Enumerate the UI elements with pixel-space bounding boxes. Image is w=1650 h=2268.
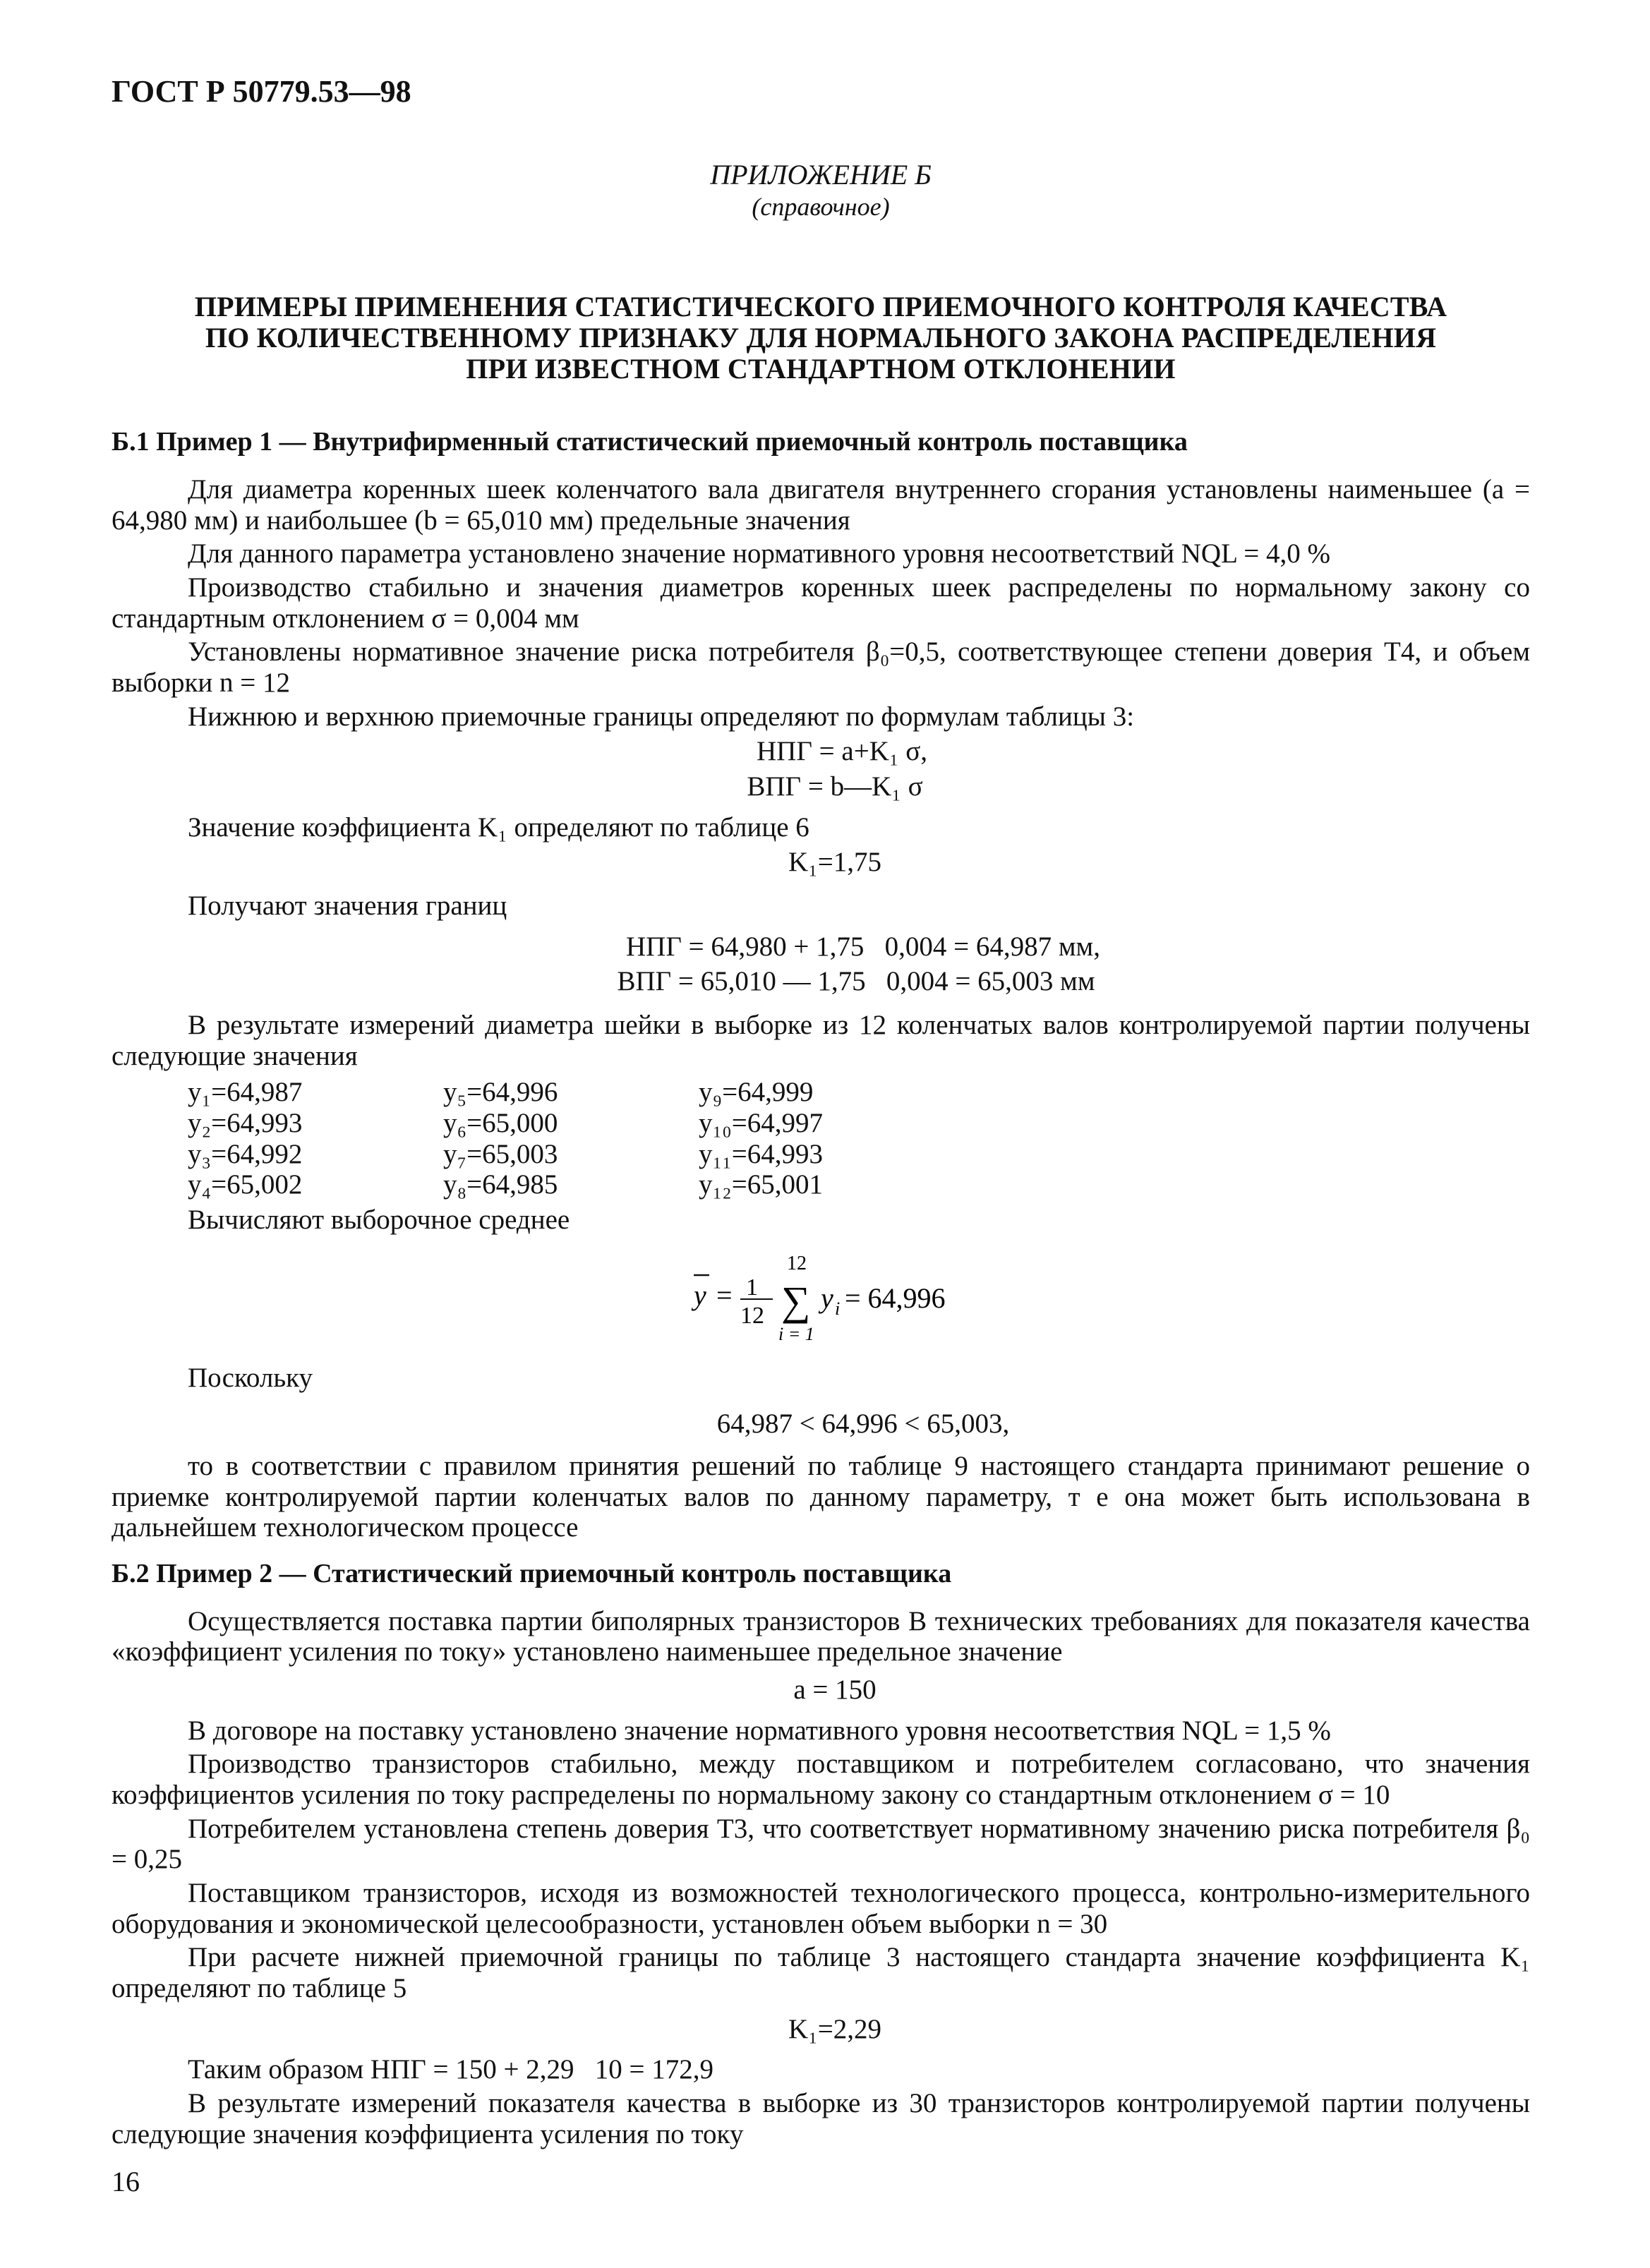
- main-title-line-3: ПРИ ИЗВЕСТНОМ СТАНДАРТНОМ ОТКЛОНЕНИИ: [466, 353, 1176, 385]
- main-title-line-1: ПРИМЕРЫ ПРИМЕНЕНИЯ СТАТИСТИЧЕСКОГО ПРИЕМОЧНОГО КОНТРОЛЯ КАЧЕСТВА: [194, 291, 1447, 323]
- s2-paragraph-3: Производство транзисторов стабильно, между поставщиком и потребителем согласовано, что значения коэффициентов усиления по току распределены по нормальному закону со стандартным отклонением σ = 10: [112, 1749, 1530, 1810]
- section-2-title: Б.2 Пример 2 — Статистический приемочный контроль поставщика: [112, 1559, 952, 1589]
- mean-formula-svg: [673, 1248, 969, 1347]
- sum-upper-limit: 12: [787, 1252, 807, 1274]
- s2-paragraph-1: Осуществляется поставка партии биполярных транзисторов В технических требованиях для показателя качества «коэффициент усиления по току» установлено наименьшее предельное значение: [112, 1605, 1530, 1667]
- s1-paragraph-6: Значение коэффициента K₁ определяют по таблице 6: [188, 812, 809, 843]
- section-1-title: Б.1 Пример 1 — Внутрифирменный статистический приемочный контроль поставщика: [112, 427, 1188, 457]
- sum-term-sub: i: [835, 1298, 841, 1319]
- page-number: 16: [112, 2166, 140, 2197]
- s1-paragraph-3: Производство стабильно и значения диаметров коренных шеек распределены по нормальному закону со стандартным отклонением σ = 0,004 мм: [112, 572, 1530, 634]
- formula-lower-value: НПГ = 64,980 + 1,75 0,004 = 64,987 мм,: [626, 931, 1100, 962]
- appendix-heading: [112, 159, 1530, 221]
- s1-paragraph-2: Для данного параметра установлено значение нормативного уровня несоответствий NQL = 4,0 %: [188, 538, 1330, 569]
- s2-paragraph-8: В результате измерений показателя качества в выборке из 30 транзисторов контролируемой партии получены следующие значения коэффициента усиления по току: [112, 2088, 1530, 2149]
- value-item: y₁₁=64,993: [699, 1138, 823, 1169]
- mean-fraction-num: 1: [746, 1274, 758, 1301]
- value-item: y₇=65,003: [443, 1138, 558, 1169]
- s1-paragraph-8: В результате измерений диаметра шейки в выборке из 12 коленчатых валов контролируемой партии получены следующие значения: [112, 1010, 1530, 1071]
- sum-sign: ∑: [781, 1277, 811, 1324]
- value-item: y₈=64,985: [443, 1169, 558, 1200]
- s1-paragraph-10: Поскольку: [188, 1362, 313, 1393]
- value-item: y₄=65,002: [188, 1169, 303, 1200]
- mean-equals: =: [716, 1279, 733, 1311]
- value-item: y₅=64,996: [443, 1077, 558, 1108]
- value-item: y₉=64,999: [699, 1077, 814, 1108]
- sum-lower-limit: i = 1: [778, 1323, 814, 1344]
- inequality: 64,987 < 64,996 < 65,003,: [716, 1409, 1010, 1440]
- formula-k1: K₁=1,75: [788, 847, 881, 878]
- s2-paragraph-2: В договоре на поставку установлено значение нормативного уровня несоответствия NQL = 1,5 %: [188, 1715, 1331, 1746]
- document-page: [112, 74, 1530, 2149]
- formula-upper-value: ВПГ = 65,010 — 1,75 0,004 = 65,003 мм: [617, 966, 1095, 997]
- value-item: y₆=65,000: [443, 1108, 558, 1139]
- s1-paragraph-4: Установлены нормативное значение риска потребителя β₀=0,5, соответствующее степени доверия Т4, и объем выборки n = 12: [112, 637, 1530, 698]
- mean-formula: [112, 1248, 1530, 1347]
- main-title-line-2: ПО КОЛИЧЕСТВЕННОМУ ПРИЗНАКУ ДЛЯ НОРМАЛЬНОГО ЗАКОНА РАСПРЕДЕЛЕНИЯ: [205, 322, 1437, 354]
- value-item: y₂=64,993: [188, 1108, 303, 1139]
- appendix-title: ПРИЛОЖЕНИЕ Б: [710, 159, 932, 191]
- s1-paragraph-7: Получают значения границ: [188, 890, 507, 921]
- main-title: [112, 291, 1530, 385]
- s1-paragraph-11: то в соответствии с правилом принятия решений по таблице 9 настоящего стандарта принимают решение о приемке контролируемой партии коленчатых валов по данному параметру, т е она может быть использована в дальнейшем технологическом процессе: [112, 1451, 1530, 1543]
- s2-paragraph-5: Поставщиком транзисторов, исходя из возможностей технологического процесса, контрольно-измерительного оборудования и экономической целесообразности, установлен объем выборки n = 30: [112, 1877, 1530, 1939]
- s1-paragraph-9: Вычисляют выборочное среднее: [188, 1205, 570, 1236]
- formula-k1-2: K₁=2,29: [788, 2013, 881, 2044]
- document-header: ГОСТ Р 50779.53—98: [112, 74, 411, 109]
- value-item: y₁=64,987: [188, 1077, 303, 1108]
- measurement-values: [188, 1077, 1530, 1200]
- mean-result: = 64,996: [845, 1281, 946, 1314]
- value-item: y₃=64,992: [188, 1138, 303, 1169]
- value-item: y₁₂=65,001: [699, 1169, 823, 1200]
- formula-a: a = 150: [793, 1674, 877, 1705]
- formula-upper-limit: ВПГ = b—K₁ σ: [747, 771, 923, 802]
- mean-fraction-den: 12: [740, 1302, 764, 1329]
- s2-paragraph-6: При расчете нижней приемочной границы по таблице 3 настоящего стандарта значение коэффициента K₁ определяют по таблице 5: [112, 1942, 1530, 2003]
- appendix-note: (справочное): [752, 193, 890, 222]
- formula-lower-limit: НПГ = a+K₁ σ,: [757, 736, 927, 767]
- mean-lhs: y: [694, 1279, 706, 1311]
- s1-paragraph-5: Нижнюю и верхнюю приемочные границы определяют по формулам таблицы 3:: [188, 701, 1135, 732]
- sum-term: y: [821, 1281, 833, 1314]
- s2-paragraph-4: Потребителем установлена степень доверия Т3, что соответствует нормативному значению риска потребителя β₀ = 0,25: [112, 1813, 1530, 1875]
- s1-paragraph-1: Для диаметра коренных шеек коленчатого вала двигателя внутреннего сгорания установлены наименьшее (a = 64,980 мм) и наибольшее (b = 65,010 мм) предельные значения: [112, 473, 1530, 536]
- s2-paragraph-7: Таким образом НПГ = 150 + 2,29 10 = 172,9: [188, 2054, 714, 2085]
- value-item: y₁₀=64,997: [699, 1108, 823, 1139]
